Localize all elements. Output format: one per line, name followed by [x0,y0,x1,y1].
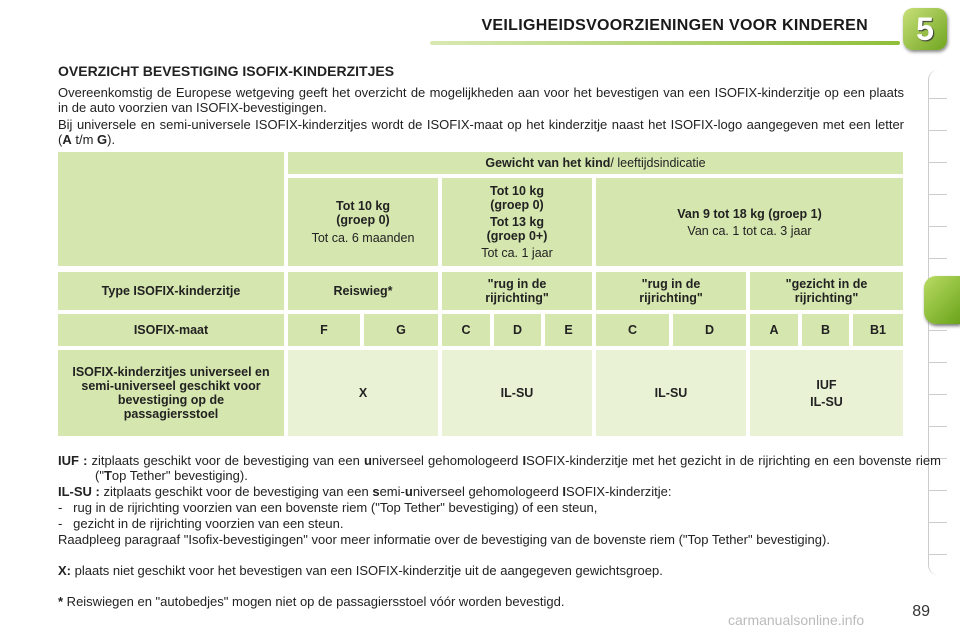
type-cell: Reiswieg* [288,272,438,310]
type-row-label: Type ISOFIX-kinderzitje [58,272,284,310]
watermark: carmanualsonline.info [728,612,865,628]
note-iuf: IUF : zitplaats geschikt voor de bevestiging van een universeel gehomologeerd ISOFIX-kinderzitje met het gezicht in de rijrichting en een bovenste riem ("Top Tether" bevestiging). [58,453,941,483]
note-ilsu: IL-SU : zitplaats geschikt voor de bevestiging van een semi-universeel gehomologeerd ISOFIX-kinderzitje: [58,484,672,499]
seat-cell: IL-SU [596,350,746,436]
seat-cell: X [288,350,438,436]
size-cell: E [545,314,592,346]
table-corner [58,152,284,266]
intro-paragraph-1: Overeenkomstig de Europese wetgeving geeft het overzicht de mogelijkheden aan voor het bevestigen van een ISOFIX-kinderzitje op een plaats in de auto voorzien van ISOFIX-bevestigingen. [58,85,904,115]
type-cell: "rug in de rijrichting" [596,272,746,310]
page-number: 89 [912,603,930,620]
chapter-number: 5 [916,11,934,47]
size-cell: B [802,314,849,346]
chapter-tab-active[interactable] [924,276,960,324]
size-cell: C [442,314,490,346]
size-row-label: ISOFIX-maat [58,314,284,346]
header-rule [430,41,900,45]
size-cell: G [364,314,438,346]
size-cell: A [750,314,798,346]
group-1-header: Van 9 tot 18 kg (groep 1) Van ca. 1 tot ca. 3 jaar [596,178,903,266]
type-cell: "rug in de rijrichting" [442,272,592,310]
note-star: * Reiswiegen en "autobedjes" mogen niet op de passagiersstoel vóór worden bevestigd. [58,594,565,609]
size-cell: C [596,314,669,346]
seat-cell: IL-SU [442,350,592,436]
intro-paragraph-2: Bij universele en semi-universele ISOFIX-kinderzitjes wordt de ISOFIX-maat op het kinderzitje naast het ISOFIX-logo aangegeven met een letter (A t/m G). [58,117,904,147]
size-cell: D [494,314,541,346]
size-cell: F [288,314,360,346]
page-header [0,0,960,52]
group-0-header: Tot 10 kg (groep 0) Tot ca. 6 maanden [288,178,438,266]
type-cell: "gezicht in de rijrichting" [750,272,903,310]
seat-cell: IUF IL-SU [750,350,903,436]
seat-row-label: ISOFIX-kinderzitjes universeel en semi-universeel geschikt voor bevestiging op de passagiersstoel [58,350,284,436]
note-x: X: plaats niet geschikt voor het bevestigen van een ISOFIX-kinderzitje uit de aangegeven gewichtsgroep. [58,563,663,578]
section-title: OVERZICHT BEVESTIGING ISOFIX-KINDERZITJES [58,63,395,79]
note-dash-2: - gezicht in de rijrichting voorzien van een steun. [58,516,344,531]
size-cell: D [673,314,746,346]
chapter-badge [903,8,947,50]
note-dash-1: - rug in de rijrichting voorzien van een bovenste riem ("Top Tether" bevestiging) of een steun, [58,500,598,515]
group-0plus-header: Tot 10 kg (groep 0) Tot 13 kg (groep 0+) Tot ca. 1 jaar [442,178,592,266]
weight-header: Gewicht van het kind / leeftijdsindicatie [288,152,903,174]
size-cell: B1 [853,314,903,346]
header-title: VEILIGHEIDSVOORZIENINGEN VOOR KINDEREN [481,17,868,34]
note-refer: Raadpleeg paragraaf "Isofix-bevestigingen" voor meer informatie over de bevestiging van de bovenste riem ("Top Tether" bevestiging). [58,532,830,547]
